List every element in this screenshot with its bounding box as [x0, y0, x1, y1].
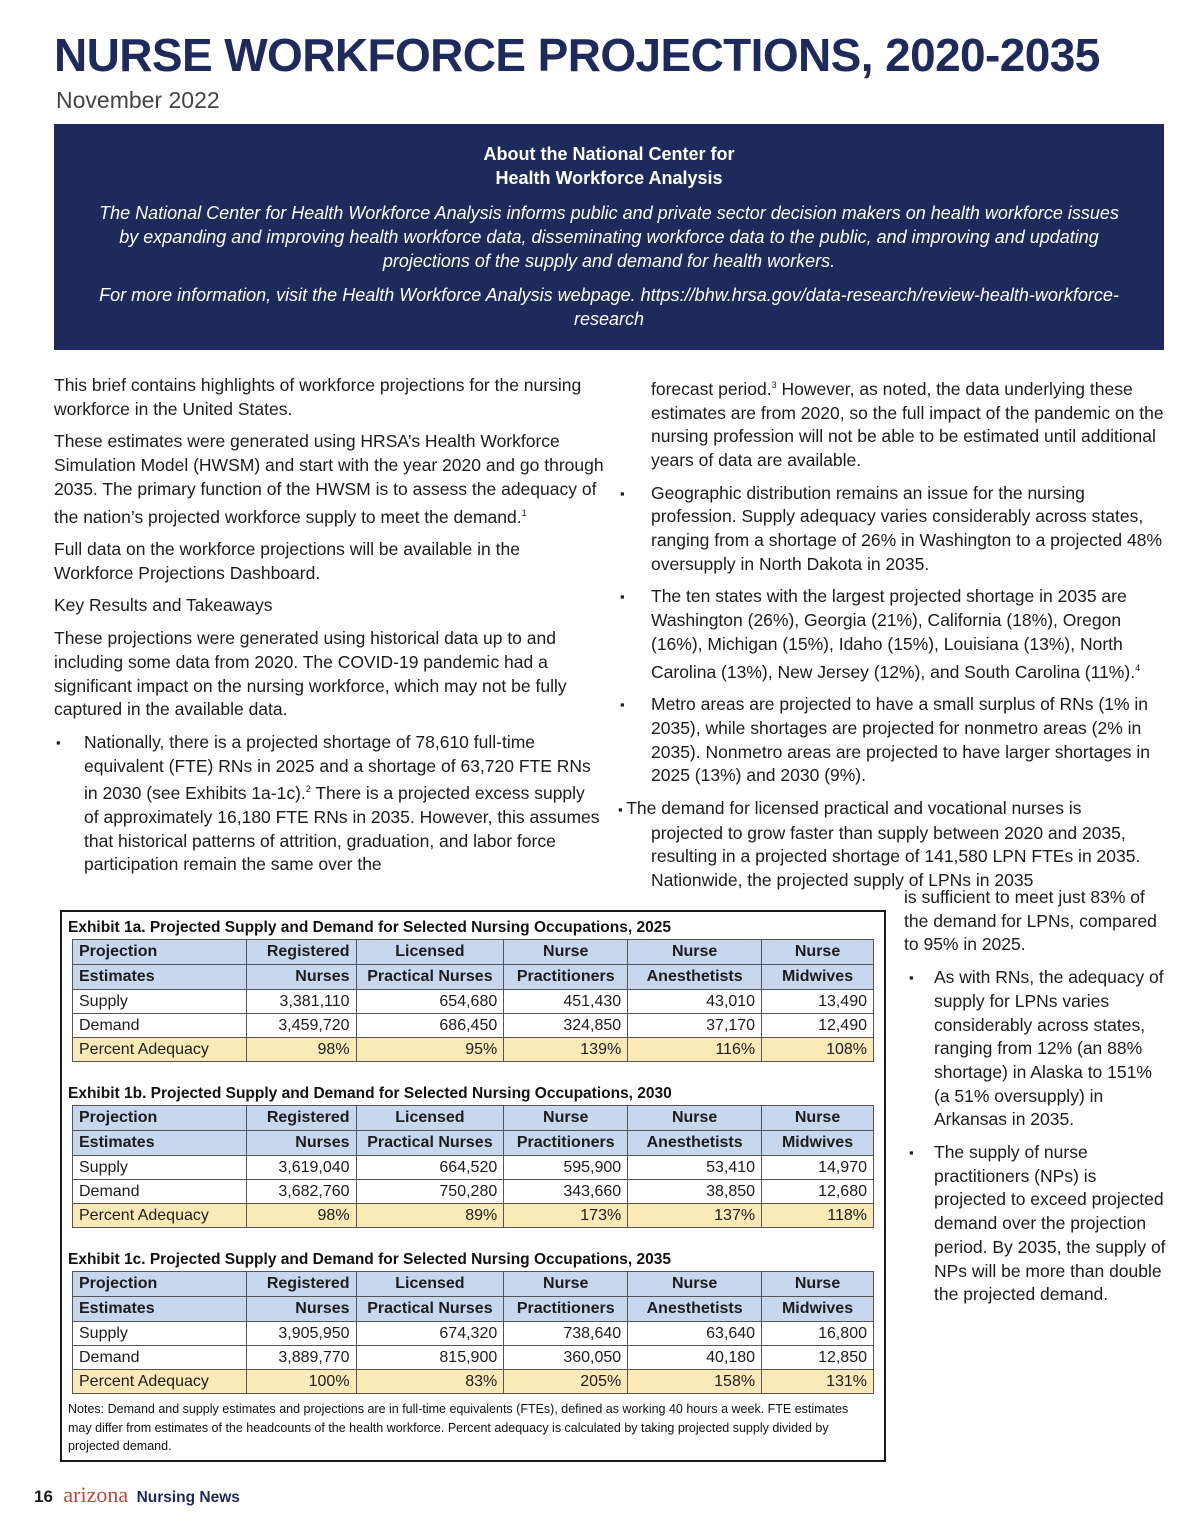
table-cell: 131%	[762, 1370, 874, 1394]
header-cell: Registered	[246, 1272, 356, 1297]
right-narrow-column	[904, 886, 1166, 1316]
table-row	[73, 1346, 874, 1370]
table-cell: 12,680	[762, 1180, 874, 1204]
table-row-adequacy	[73, 1038, 874, 1062]
exhibit-table	[72, 939, 874, 1062]
publication-brand: arizona	[63, 1482, 129, 1507]
table-cell: 360,050	[504, 1346, 628, 1370]
table-cell: 108%	[762, 1038, 874, 1062]
table-cell: 815,900	[356, 1346, 504, 1370]
table-cell: 173%	[504, 1204, 628, 1228]
header-cell: Nurse	[628, 940, 762, 965]
table-cell: 118%	[762, 1204, 874, 1228]
table-cell: 37,170	[628, 1014, 762, 1038]
footnote-ref-2: 2	[305, 784, 311, 795]
table-cell: 98%	[246, 1204, 356, 1228]
header-cell: Projection	[73, 1272, 247, 1297]
table-cell: 63,640	[628, 1322, 762, 1346]
footnote-ref-1: 1	[521, 507, 527, 518]
publication-name: Nursing News	[136, 1489, 240, 1506]
table-row	[73, 1322, 874, 1346]
table-row-adequacy	[73, 1204, 874, 1228]
bullet-marker-icon: ▪	[618, 801, 627, 817]
exhibit-notes: Notes: Demand and supply estimates and projections are in full-time equivalents (FTEs), defined as working 40 hours a week. FTE estimates may differ from estimates of the headcounts of the health workforce. Percent adequacy is calculated by taking projected supply divided by projected demand.	[68, 1402, 849, 1453]
header-cell: Projection	[73, 940, 247, 965]
table-cell: 137%	[628, 1204, 762, 1228]
header-cell: Nurses	[246, 965, 356, 990]
table-cell: 654,680	[356, 990, 504, 1014]
covid-paragraph: These projections were generated using historical data up to and including some data from 2020. The COVID-19 pandemic had a significant impact on the nursing workforce, which may not be fully captured in the available data.	[54, 628, 567, 720]
table-cell: 40,180	[628, 1346, 762, 1370]
bullet-ten-states: ▪ The ten states with the largest projected shortage in 2035 are Washington (26%), Georgia (21%), California (18%), Oregon (16%), Michigan (15%), Idaho (15%), Louisiana (13%), North Carolina (13%), New Jersey (12%), and South Carolina (11%).$^4$	[620, 586, 1141, 682]
header-cell: Midwives	[762, 965, 874, 990]
header-cell: Registered	[246, 1106, 356, 1131]
table-row	[73, 1180, 874, 1204]
table-cell: 116%	[628, 1038, 762, 1062]
header-cell: Nurse	[762, 1272, 874, 1297]
header-cell: Licensed	[356, 940, 504, 965]
hwsm-paragraph: These estimates were generated using HRSA’s Health Workforce Simulation Model (HWSM) and start with the year 2020 and go through 2035. The primary function of the HWSM is to assess the adequacy of the nation’s projected workforce supply to meet the demand.$^1$	[54, 431, 604, 527]
header-cell: Registered	[246, 940, 356, 965]
table-cell: 12,850	[762, 1346, 874, 1370]
header-cell: Anesthetists	[628, 1131, 762, 1156]
header-cell: Practical Nurses	[356, 1131, 504, 1156]
table-cell: 3,905,950	[246, 1322, 356, 1346]
header-cell: Practitioners	[504, 1131, 628, 1156]
page-title: NURSE WORKFORCE PROJECTIONS, 2020-2035	[54, 29, 1100, 81]
table-cell: 205%	[504, 1370, 628, 1394]
intro-paragraph: This brief contains highlights of workforce projections for the nursing workforce in the United States.	[54, 375, 582, 419]
header-cell: Nurse	[504, 1272, 628, 1297]
bullet-marker-icon: ▪	[909, 970, 914, 986]
table-cell: 53,410	[628, 1156, 762, 1180]
table-cell: 38,850	[628, 1180, 762, 1204]
bullet-national-shortage: ▪ Nationally, there is a projected shortage of 78,610 full-time equivalent (FTE) RNs in 2025 and a shortage of 63,720 FTE RNs in 2030 (see Exhibits 1a-1c).$^2$ There is a projected excess supply of approximately 16,180 FTE RNs in 2035. However, this assumes that historical patterns of attrition, graduation, and labor force participation remain the same over the	[56, 731, 600, 875]
table-cell: 98%	[246, 1038, 356, 1062]
header-cell: Licensed	[356, 1106, 504, 1131]
bullet-metro: ▪ Metro areas are projected to have a small surplus of RNs (1% in 2035), while shortages are projected for nonmetro areas (2% in 2035). Nonmetro areas are projected to have larger shortages in 2025 (13%) and 2030 (9%).	[620, 694, 1151, 786]
about-heading-line1: About the National Center for	[483, 144, 735, 164]
table-cell: 158%	[628, 1370, 762, 1394]
table-cell: 750,280	[356, 1180, 504, 1204]
page-footer	[34, 1482, 240, 1508]
table-cell: 451,430	[504, 990, 628, 1014]
exhibit-table	[72, 1271, 874, 1394]
exhibit-title: Exhibit 1c. Projected Supply and Demand for Selected Nursing Occupations, 2035	[68, 1251, 671, 1268]
left-column	[54, 374, 604, 886]
table-row	[73, 1156, 874, 1180]
header-cell: Estimates	[73, 1297, 247, 1322]
row-label: Supply	[73, 990, 247, 1014]
header-cell: Nurse	[504, 1106, 628, 1131]
header-cell: Licensed	[356, 1272, 504, 1297]
exhibit-1c	[68, 1250, 872, 1394]
table-cell: 89%	[356, 1204, 504, 1228]
header-cell: Practitioners	[504, 1297, 628, 1322]
header-cell: Estimates	[73, 1131, 247, 1156]
header-cell: Nurse	[762, 940, 874, 965]
bullet-marker-icon: ▪	[56, 734, 61, 750]
table-cell: 43,010	[628, 990, 762, 1014]
header-cell: Practitioners	[504, 965, 628, 990]
row-label: Percent Adequacy	[73, 1370, 247, 1394]
exhibit-table	[72, 1105, 874, 1228]
row-label: Demand	[73, 1014, 247, 1038]
table-header-row	[73, 940, 874, 965]
key-results-heading: Key Results and Takeaways	[54, 595, 273, 616]
header-cell: Anesthetists	[628, 1297, 762, 1322]
exhibit-title: Exhibit 1a. Projected Supply and Demand for Selected Nursing Occupations, 2025	[68, 919, 671, 936]
bullet-geographic: ▪ Geographic distribution remains an issue for the nursing profession. Supply adequacy varies considerably across states, ranging from a shortage of 26% in Washington to a projected 48% oversupply in North Dakota in 2035.	[620, 482, 1163, 574]
header-cell: Nurse	[504, 940, 628, 965]
table-row	[73, 990, 874, 1014]
row-label: Demand	[73, 1180, 247, 1204]
bullet-np-supply: ▪ The supply of nurse practitioners (NPs) is projected to exceed projected demand over the projection period. By 2035, the supply of NPs will be more than double the projected demand.	[909, 1142, 1166, 1305]
header-cell: Midwives	[762, 1297, 874, 1322]
right-column	[618, 374, 1168, 893]
table-header-row	[73, 1131, 874, 1156]
table-cell: 139%	[504, 1038, 628, 1062]
table-header-row	[73, 1297, 874, 1322]
bullet-marker-icon: ▪	[620, 697, 625, 713]
publication-date: November 2022	[56, 87, 220, 113]
table-cell: 3,619,040	[246, 1156, 356, 1180]
table-header-row	[73, 1272, 874, 1297]
table-cell: 83%	[356, 1370, 504, 1394]
bullet-marker-icon: ▪	[909, 1145, 914, 1161]
header-cell: Nurses	[246, 1297, 356, 1322]
bullet-marker-icon: ▪	[620, 589, 625, 605]
header-cell: Nurse	[628, 1106, 762, 1131]
header-cell: Midwives	[762, 1131, 874, 1156]
about-body: The National Center for Health Workforce Analysis informs public and private sector decision makers on health workforce issues by expanding and improving health workforce data, disseminating workforce data to the public, and improving and updating projections of the supply and demand for health workers.	[99, 203, 1119, 271]
table-header-row	[73, 1106, 874, 1131]
table-header-row	[73, 965, 874, 990]
table-row	[73, 1014, 874, 1038]
footnote-ref-4: 4	[1135, 662, 1141, 673]
about-heading-line2: Health Workforce Analysis	[495, 168, 723, 188]
table-cell: 3,682,760	[246, 1180, 356, 1204]
row-label: Percent Adequacy	[73, 1038, 247, 1062]
page-number: 16	[34, 1487, 53, 1506]
exhibit-1a	[68, 918, 872, 1062]
table-cell: 16,800	[762, 1322, 874, 1346]
table-cell: 13,490	[762, 990, 874, 1014]
header-cell: Estimates	[73, 965, 247, 990]
row-label: Percent Adequacy	[73, 1204, 247, 1228]
row-label: Supply	[73, 1322, 247, 1346]
forecast-continuation: forecast period.$^3$ However, as noted, the data underlying these estimates are from 2020, so the full impact of the pandemic on the nursing profession will not be able to be estimated until additional years of data are available.	[651, 378, 1164, 470]
exhibit-title: Exhibit 1b. Projected Supply and Demand for Selected Nursing Occupations, 2030	[68, 1085, 672, 1102]
table-cell: 595,900	[504, 1156, 628, 1180]
table-row-adequacy	[73, 1370, 874, 1394]
about-more-info: For more information, visit the Health Workforce Analysis webpage. https://bhw.hrsa.gov/data-research/review-health-workforce-research	[99, 285, 1119, 329]
header-cell: Practical Nurses	[356, 1297, 504, 1322]
header-cell: Projection	[73, 1106, 247, 1131]
table-cell: 95%	[356, 1038, 504, 1062]
table-cell: 100%	[246, 1370, 356, 1394]
table-cell: 14,970	[762, 1156, 874, 1180]
table-cell: 324,850	[504, 1014, 628, 1038]
row-label: Demand	[73, 1346, 247, 1370]
bullet-marker-icon: ▪	[620, 485, 625, 501]
exhibit-1b	[68, 1084, 872, 1228]
header-cell: Anesthetists	[628, 965, 762, 990]
table-cell: 343,660	[504, 1180, 628, 1204]
footnote-ref-3: 3	[771, 380, 777, 390]
table-cell: 3,459,720	[246, 1014, 356, 1038]
table-cell: 12,490	[762, 1014, 874, 1038]
header-cell: Practical Nurses	[356, 965, 504, 990]
table-cell: 738,640	[504, 1322, 628, 1346]
row-label: Supply	[73, 1156, 247, 1180]
table-cell: 664,520	[356, 1156, 504, 1180]
table-cell: 686,450	[356, 1014, 504, 1038]
header-cell: Nurse	[628, 1272, 762, 1297]
header-cell: Nurses	[246, 1131, 356, 1156]
bullet-lpn-demand: ▪ The demand for licensed practical and vocational nurses is projected to grow faster than supply between 2020 and 2035, resulting in a projected shortage of 141,580 LPN FTEs in 2035. Nationwide, the projected supply of LPNs in 2035	[618, 797, 1141, 891]
about-heading	[94, 142, 1124, 190]
about-box	[54, 124, 1164, 350]
lpn-demand-tail: is sufficient to meet just 83% of the demand for LPNs, compared to 95% in 2025.	[904, 887, 1157, 955]
dashboard-paragraph: Full data on the workforce projections will be available in the Workforce Projections Dashboard.	[54, 539, 520, 583]
table-cell: 674,320	[356, 1322, 504, 1346]
exhibits-box	[60, 910, 886, 1462]
header-cell: Nurse	[762, 1106, 874, 1131]
bullet-lpn-states: ▪ As with RNs, the adequacy of supply for LPNs varies considerably across states, ranging from 12% (an 88% shortage) in Alaska to 151% (a 51% oversupply) in Arkansas in 2035.	[909, 967, 1164, 1130]
table-cell: 3,381,110	[246, 990, 356, 1014]
table-cell: 3,889,770	[246, 1346, 356, 1370]
